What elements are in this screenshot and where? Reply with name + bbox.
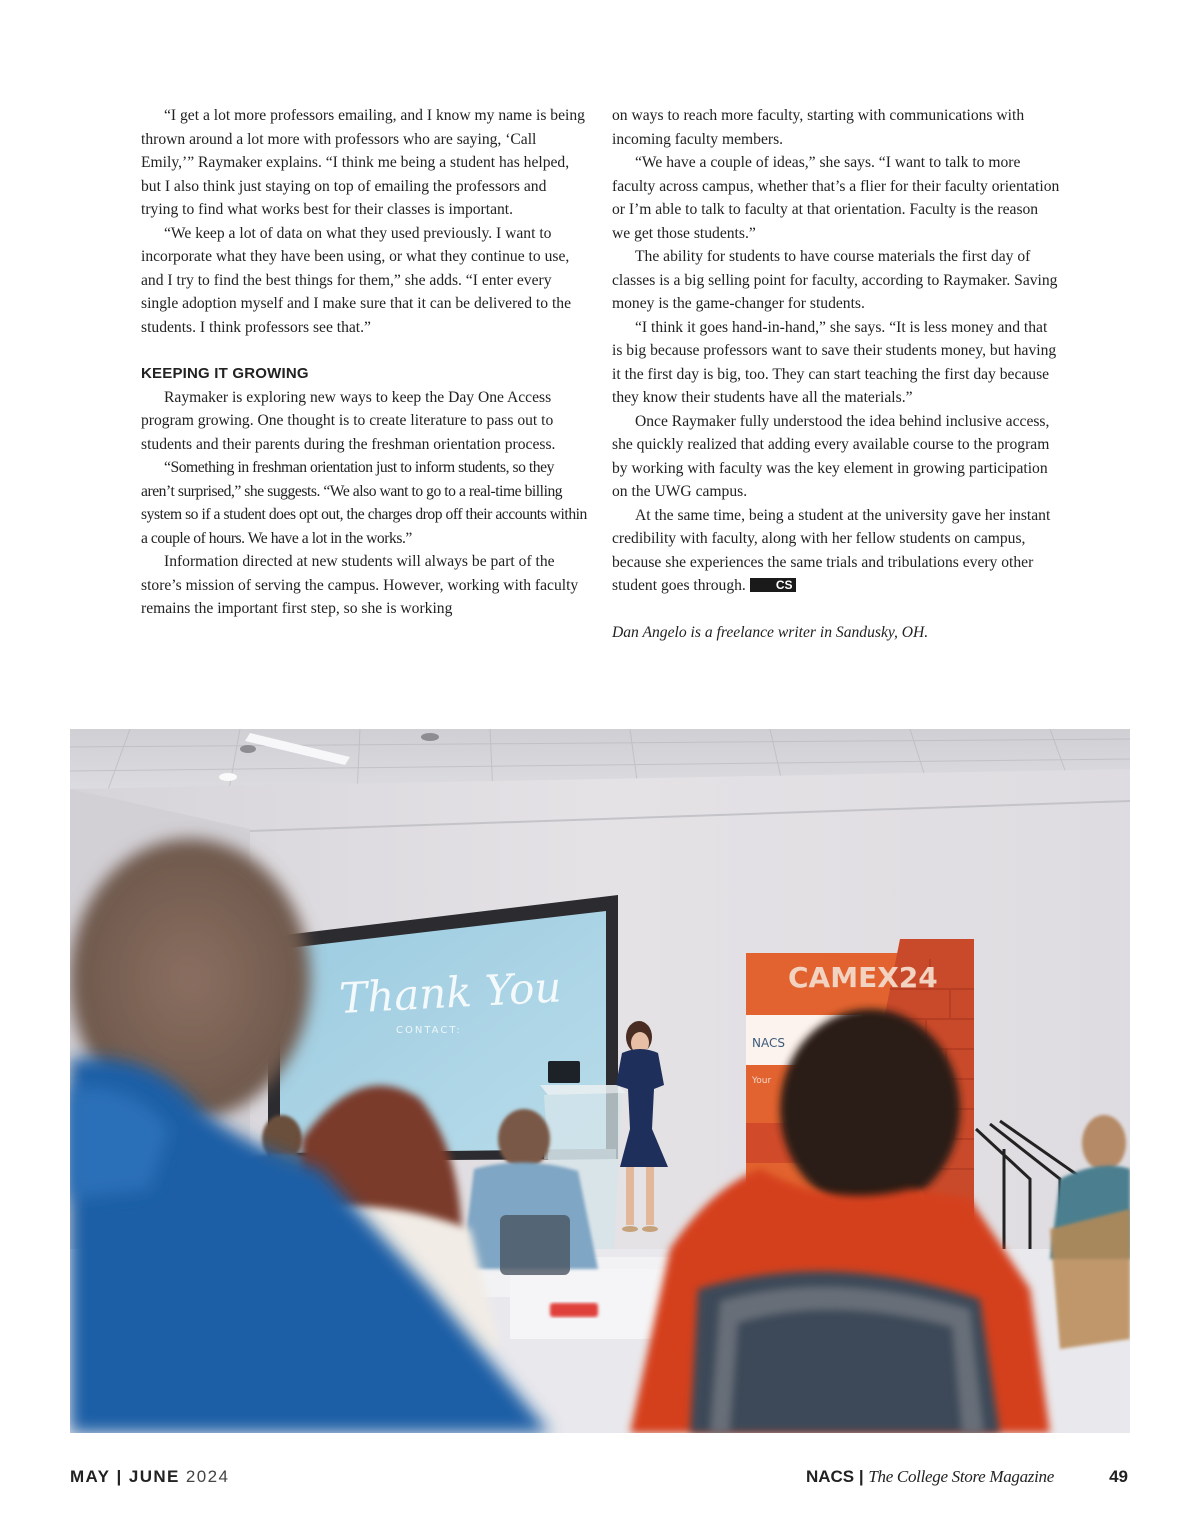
paragraph: The ability for students to have course materials the first day of classes is a big selling point for faculty, according to Raymaker. Saving money is the game-changer for students. [612,248,1058,312]
paragraph: on ways to reach more faculty, starting with communications with incoming faculty members. [612,107,1025,148]
page-footer [70,1464,1128,1494]
issue-year: 2024 [185,1467,230,1486]
screen-title: Thank You [337,962,563,1023]
paragraph: Raymaker is exploring new ways to keep the Day One Access program growing. One thought is to create literature to pass out to students and their parents during the freshman orientation process. [141,388,556,453]
paragraph: “We have a couple of ideas,” she says. “I want to talk to more faculty across campus, whether that’s a flier for their faculty orientation or I’m able to talk to faculty at that orientation. Faculty is the reason we get those students.” [612,154,1060,242]
section-heading: KEEPING IT GROWING [141,365,309,382]
paragraph: “I think it goes hand-in-hand,” she says. “It is less money and that is big because professors want to save their students money, but having it the first day is big, too. They can start teaching the first day because they know their students have all the materials.” [612,318,1057,406]
paragraph: “We keep a lot of data on what they used previously. I want to incorporate what they have been using, or what they continue to use, and I try to find the best things for them,” she adds. “I enter every single adoption myself and I make sure that it can be delivered to the students. I think professors see that.” [141,224,571,336]
paragraph: Once Raymaker fully understood the idea behind inclusive access, she quickly realized that adding every available course to the program by working with faculty was the key element in growing participation on the UWG campus. [612,412,1050,500]
issue-month: MAY [70,1467,111,1486]
author-byline: Dan Angelo is a freelance writer in Sandusky, OH. [612,623,929,641]
end-mark-icon: CS [750,578,796,592]
magazine-title: The College Store Magazine [868,1467,1054,1486]
issue-date [70,1467,229,1487]
banner-tagline: Your [752,1076,772,1086]
paragraph [612,504,1060,598]
issue-month-2: JUNE [128,1467,180,1486]
screen-subtitle: CONTACT: [396,1025,462,1036]
paragraph: “Something in freshman orientation just to inform students, so they aren’t surprised,” she suggests. “We also want to go to a real-time billing system so if a student does opt out, the charges drop off their accounts within a couple of hours. We have a lot in the works.” [141,459,587,547]
publisher-org: NACS [805,1467,855,1486]
footer-separator: | [858,1467,864,1486]
page-number: 49 [1109,1467,1128,1486]
paragraph: “I get a lot more professors emailing, and I know my name is being thrown around a lot more with professors who are saying, ‘Call Emily,’” Raymaker explains. “I think me being a student has helped, but I also think just staying on top of emailing the professors and trying to find what works best for their classes is important. [141,107,585,218]
footer-separator: | [116,1467,123,1486]
banner-title: CAMEX24 [788,961,938,994]
publication-name [806,1467,1054,1487]
banner-logo: NACS [752,1036,785,1050]
article-left-column [141,104,587,621]
article-right-column [612,104,1060,644]
conference-photo [70,729,1130,1433]
paragraph: Information directed at new students will always be part of the store’s mission of serving the campus. However, working with faculty remains the important first step, so she is working [141,553,579,617]
paragraph-text: At the same time, being a student at the university gave her instant credibility with faculty, along with her fellow students on campus, because she experiences the same trials and tribulations every other student goes through. [612,506,1051,594]
